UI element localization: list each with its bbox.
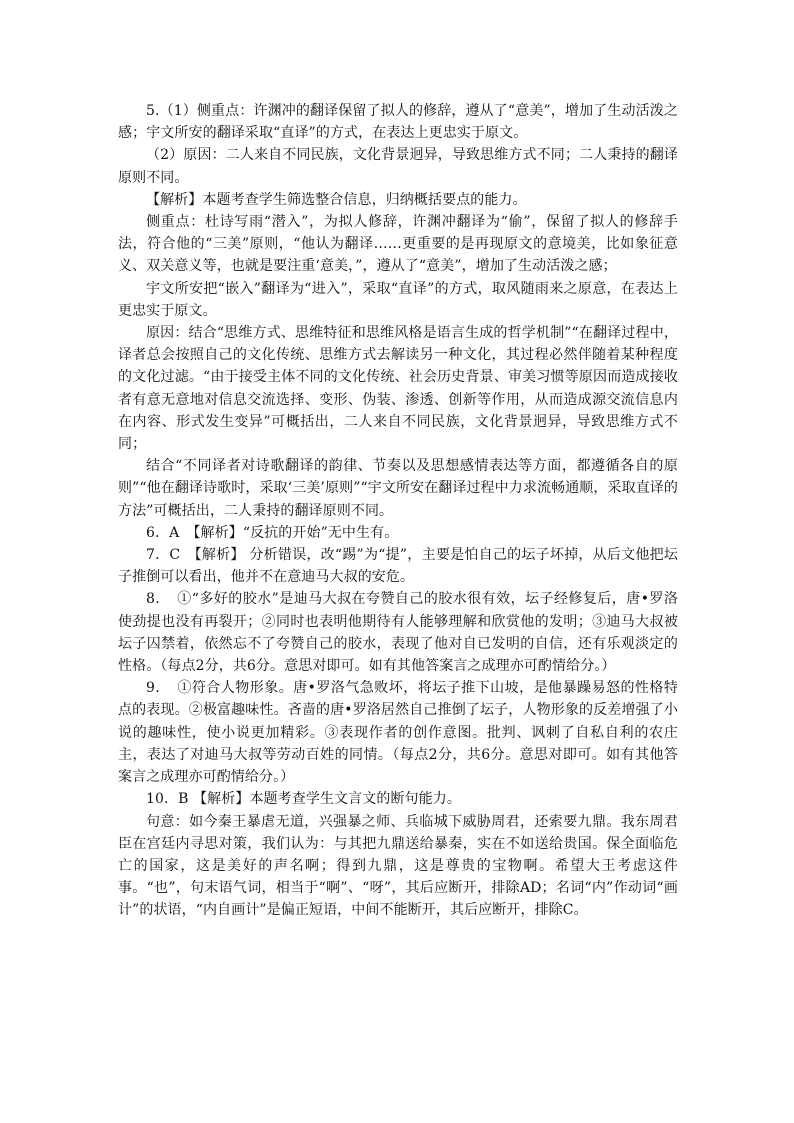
answer-5-part-1: 5.（1）侧重点：许渊冲的翻译保留了拟人的修辞，遵从了“意美”，增加了生动活泼之感；宇文所安的翻译采取“直译”的方式，在表达上更忠实于原文。 [118,103,678,142]
answer-9: 9． ①符合人物形象。唐•罗洛气急败坏，将坛子推下山坡，是他暴躁易怒的性格特点的表现。②极富趣味性。吝啬的唐•罗洛居然自己推倒了坛子，人物形象的反差增强了小说的趣味性，使小说更加精彩。③表现作者的创作意图。批判、讽刺了自私自利的农庄主，表达了对迪马大叔等劳动百姓的同情。（每点2分，共6分。意思对即可。如有其他答案言之成理亦可酌情给分。） [118,680,678,786]
answer-5-analysis-owen: 宇文所安把“嵌入”翻译为“进入”，采取“直译”的方式，取风随雨来之原意，在表达上更忠实于原文。 [118,280,678,319]
answer-5-part-2: （2）原因：二人来自不同民族，文化背景迥异，导致思维方式不同；二人秉持的翻译原则不同。 [118,147,678,186]
answer-10: 10．B 【解析】本题考查学生文言文的断句能力。 [146,791,461,808]
answer-5-analysis-reason-2: 结合“不同译者对诗歌翻译的韵律、节奏以及思想感情表达等方面，都遵循各自的原则”“他在翻译诗歌时，采取‘三美’原则”“宇文所安在翻译过程中力求流畅通顺，采取直译的方法”可概括出，二人秉持的翻译原则不同。 [118,458,678,519]
document-page [118,100,678,922]
answer-10-translation: 句意：如今秦王暴虐无道，兴强暴之师、兵临城下威胁周君，还索要九鼎。我东周君臣在宫廷内寻思对策，我们认为：与其把九鼎送给暴秦，实在不如送给贵国。保全面临危亡的国家，这是美好的声名啊；得到九鼎，这是尊贵的宝物啊。希望大王考虑这件事。“也”，句末语气词，相当于“啊”、“呀”，其后应断开，排除AD；名词“内”作动词“画计”的状语，“内自画计”是偏正短语，中间不能断开，其后应断开，排除C。 [118,813,678,919]
answer-5-analysis-heading: 【解析】本题考查学生筛选整合信息，归纳概括要点的能力。 [146,191,527,208]
answer-6: 6．A 【解析】“反抗的开始”无中生有。 [146,524,399,541]
answer-8: 8． ①“多好的胶水”是迪马大叔在夸赞自己的胶水很有效，坛子经修复后，唐•罗洛使劲提也没有再裂开；②同时也表明他期待有人能够理解和欣赏他的发明；③迪马大叔被坛子囚禁着，依然忘不了夸赞自己的胶水，表现了他对自已发明的自信，还有乐观淡定的性格。（每点2分，共6分。意思对即可。如有其他答案言之成理亦可酌情给分。） [118,591,678,675]
answer-5-analysis-focus: 侧重点：杜诗写雨“潜入”，为拟人修辞，许渊冲翻译为“偷”，保留了拟人的修辞手法，符合他的“三美”原则，“他认为翻译……更重要的是再现原文的意境美，比如象征意义、双关意义等，也就是要注重‘意美，”，遵从了“意美”，增加了生动活泼之感； [118,214,678,275]
answer-7: 7．C 【解析】 分析错误，改“踢”为“提”，主要是怕自己的坛子坏掉，从后文他把坛子推倒可以看出，他并不在意迪马大叔的安危。 [118,547,678,586]
answer-5-analysis-reason-1: 原因：结合“思维方式、思维特征和思维风格是语言生成的哲学机制”“在翻译过程中，译者总会按照自己的文化传统、思维方式去解读另一种文化，其过程必然伴随着某种程度的文化过滤。“由于接受主体不同的文化传统、社会历史背景、审美习惯等原因而造成接收者有意无意地对信息交流选择、变形、伪装、渗透、创新等作用，从而造成源交流信息内在内容、形式发生变异”可概括出，二人来自不同民族，文化背景迥异，导致思维方式不同； [118,325,678,453]
